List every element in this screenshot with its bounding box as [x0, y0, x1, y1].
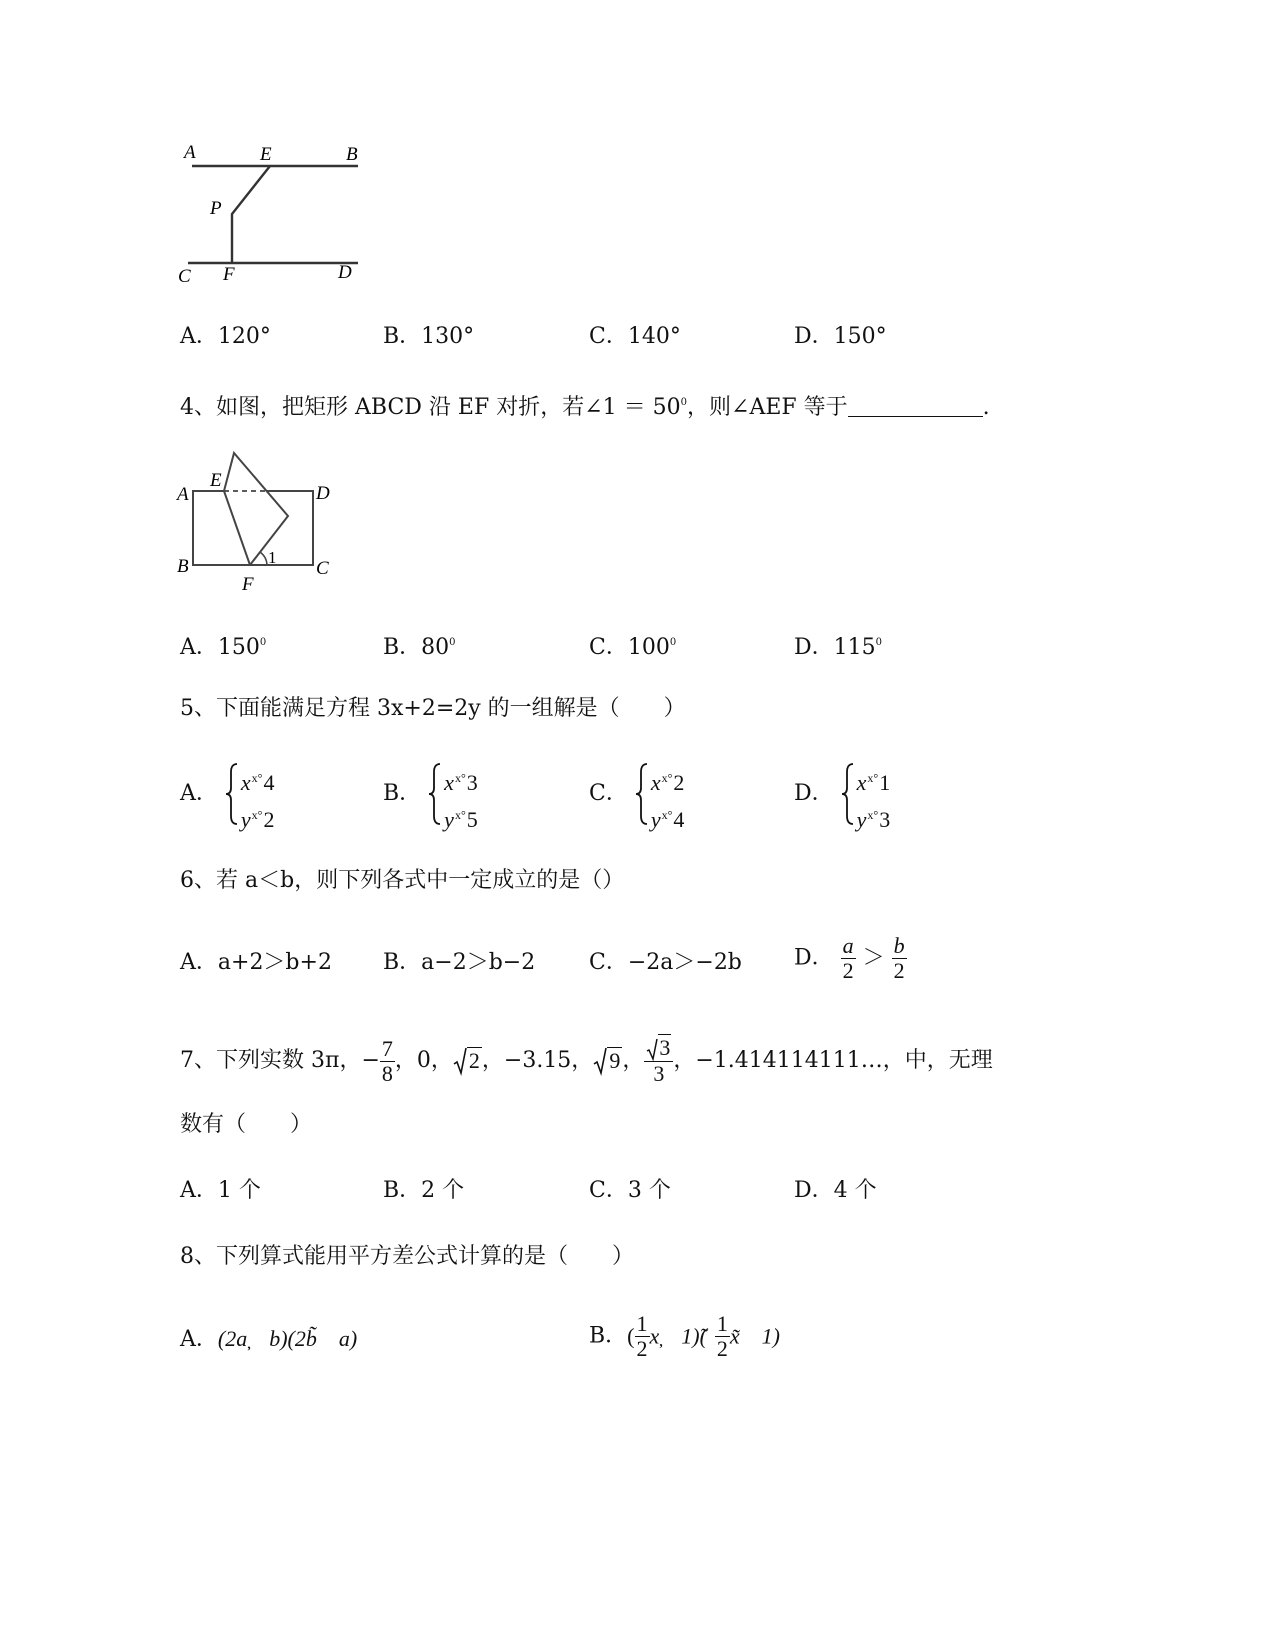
sqrt-2 [453, 1032, 482, 1090]
label-e: E [210, 470, 222, 491]
fraction-a-over-2 [841, 934, 856, 983]
q7-stem-line2: 数有（ ） [180, 1112, 313, 1137]
q8-option-a-label: A． [180, 1327, 218, 1352]
var-x: x [650, 770, 661, 795]
q4-option-d-label: D．115 [794, 635, 876, 660]
garbled-mark: x° [867, 808, 879, 822]
q5-option-d-system [841, 762, 891, 832]
q5-option-d-label: D． [794, 781, 834, 806]
x-value: 4 [263, 770, 275, 795]
q6-stem: 6、若 a＜b，则下列各式中一定成立的是（） [180, 868, 625, 893]
garbled-mark: x° [251, 771, 263, 785]
label-a: A [177, 484, 189, 505]
radicand: 2 [468, 1048, 480, 1073]
q7-option-d: D．4 个 [794, 1178, 877, 1203]
q4-option-a-sup: 0 [259, 637, 267, 648]
q5-option-b-system [428, 762, 478, 832]
sqrt-9 [593, 1032, 622, 1090]
q5-option-b-label: B． [383, 781, 422, 806]
fraction-1-over-2 [715, 1312, 730, 1361]
q4-degree-sup: 0 [680, 397, 688, 408]
label-p: P [210, 198, 222, 219]
y-value: 5 [466, 807, 478, 832]
q4-option-c-label: C．100 [589, 635, 670, 660]
denominator: 2 [636, 1336, 648, 1361]
q8-option-b-label: B． [589, 1323, 628, 1349]
q4-stem [180, 390, 990, 421]
fraction-b-over-2 [892, 934, 907, 983]
q7-stem-text: ， [622, 1048, 645, 1073]
garbled-mark: x° [867, 771, 879, 785]
garbled-mark: x° [454, 808, 466, 822]
label-b: B [177, 556, 189, 577]
denominator: 2 [893, 958, 905, 983]
label-e: E [260, 144, 272, 165]
q8-option-a-expression: (2a̦ b)(2b̃ a) [217, 1326, 358, 1351]
q5-option-a [180, 762, 275, 832]
q5-option-a-label: A． [180, 781, 218, 806]
fold-line-ef [224, 491, 250, 565]
brace-icon [428, 762, 442, 826]
q4-figure [174, 444, 344, 596]
q5-option-d [794, 762, 891, 832]
q8-stem: 8、下列算式能用平方差公式计算的是（ ） [180, 1244, 634, 1269]
q7-stem-text: ，−1.414114111…，中，无理 [673, 1048, 993, 1073]
var-y: y [650, 807, 661, 832]
q4-stem-after: ，则∠AEF 等于 [687, 395, 848, 420]
q7-stem-text: ，−3.15， [481, 1048, 594, 1073]
radical-icon [593, 1046, 607, 1076]
garbled-mark: x° [661, 771, 673, 785]
q7-stem-text: 7、下列实数 3π， [180, 1048, 362, 1073]
radical-icon [646, 1037, 658, 1061]
q4-stem-text: 4、如图，把矩形 ABCD 沿 EF 对折，若∠1 ＝ 50 [180, 395, 681, 420]
q4-option-a-label: A．150 [180, 635, 260, 660]
y-value: 3 [879, 807, 891, 832]
paren: ( [627, 1323, 635, 1349]
numerator: a [842, 933, 854, 958]
garbled-mark: x° [454, 771, 466, 785]
q5-option-c [589, 762, 685, 832]
folded-part [224, 453, 288, 565]
q5-option-c-label: C． [589, 781, 628, 806]
q4-option-b-sup: 0 [449, 637, 456, 648]
label-b: B [346, 144, 358, 165]
label-c: C [178, 266, 191, 287]
q7-option-c: C．3 个 [589, 1178, 671, 1203]
q4-option-b-label: B．80 [383, 635, 450, 660]
denominator: 2 [716, 1336, 728, 1361]
q5-option-b [383, 762, 478, 832]
label-d: D [338, 262, 352, 283]
q8-option-a [180, 1326, 357, 1353]
q8-option-b-end: x̃ 1) [729, 1323, 781, 1349]
q7-stem [180, 1032, 993, 1090]
q6-option-c: C．−2a＞−2b [589, 950, 742, 975]
q8-option-b [589, 1312, 780, 1361]
q4-option-d-sup: 0 [875, 637, 883, 648]
fraction-sqrt3-over-3 [644, 1036, 673, 1087]
brace-icon [841, 762, 855, 826]
denominator: 2 [842, 958, 854, 983]
q4-option-b [383, 630, 456, 661]
q4-option-c [589, 630, 676, 661]
q3-option-d: D．150° [794, 324, 887, 349]
q5-option-c-system [635, 762, 685, 832]
q8-option-b-middle: x̦ 1)̃( [649, 1323, 707, 1349]
denominator: 8 [381, 1060, 393, 1086]
var-y: y [856, 807, 867, 832]
fraction-7-over-8 [380, 1037, 395, 1086]
denominator: 3 [653, 1061, 665, 1087]
label-a: A [184, 142, 196, 163]
x-value: 2 [673, 770, 685, 795]
numerator: 1 [636, 1311, 648, 1336]
q3-figure [176, 138, 376, 288]
q3-option-a: A．120° [180, 324, 271, 349]
q6-option-d-label: D． [794, 945, 834, 971]
q6-option-d [794, 934, 907, 983]
q3-option-b: B．130° [383, 324, 475, 349]
fraction-1-over-2 [635, 1312, 650, 1361]
numerator: 1 [716, 1311, 728, 1336]
q6-option-b: B．a−2＞b−2 [383, 950, 536, 975]
var-y: y [240, 807, 251, 832]
brace-icon [225, 762, 239, 826]
garbled-mark: x° [251, 808, 263, 822]
q7-option-b: B．2 个 [383, 1178, 465, 1203]
greater-than: ＞ [862, 945, 885, 971]
angle-1-arc [260, 552, 267, 565]
numerator: 7 [381, 1035, 393, 1061]
radicand: 3 [659, 1034, 671, 1060]
x-value: 3 [466, 770, 478, 795]
label-c: C [316, 558, 329, 579]
line-epf [232, 166, 270, 263]
q7-stem-text: ，0， [394, 1048, 453, 1073]
q6-option-a: A．a+2＞b+2 [180, 950, 332, 975]
var-x: x [240, 770, 251, 795]
q5-stem: 5、下面能满足方程 3x+2=2y 的一组解是（ ） [180, 696, 686, 721]
minus-sign: − [361, 1048, 380, 1073]
label-d: D [316, 483, 330, 504]
rectangle-abcd [193, 491, 313, 565]
label-f: F [242, 574, 254, 595]
q4-option-a [180, 630, 266, 661]
q4-option-c-sup: 0 [669, 637, 677, 648]
radical-icon [453, 1046, 467, 1076]
var-y: y [444, 807, 454, 832]
numerator [644, 1036, 673, 1063]
q7-option-a: A．1 个 [180, 1178, 261, 1203]
q5-option-a-system [225, 762, 275, 832]
var-x: x [444, 770, 454, 795]
var-x: x [856, 770, 867, 795]
q4-stem-end: . [982, 395, 990, 420]
label-angle-1: 1 [268, 548, 277, 567]
y-value: 2 [263, 807, 275, 832]
q4-option-d [794, 630, 882, 661]
brace-icon [635, 762, 649, 826]
garbled-mark: x° [661, 808, 673, 822]
y-value: 4 [673, 807, 685, 832]
radicand: 9 [609, 1048, 621, 1073]
numerator: b [893, 933, 905, 958]
q4-answer-blank[interactable] [848, 394, 983, 417]
label-f: F [223, 264, 235, 285]
q3-option-c: C．140° [589, 324, 681, 349]
x-value: 1 [879, 770, 891, 795]
